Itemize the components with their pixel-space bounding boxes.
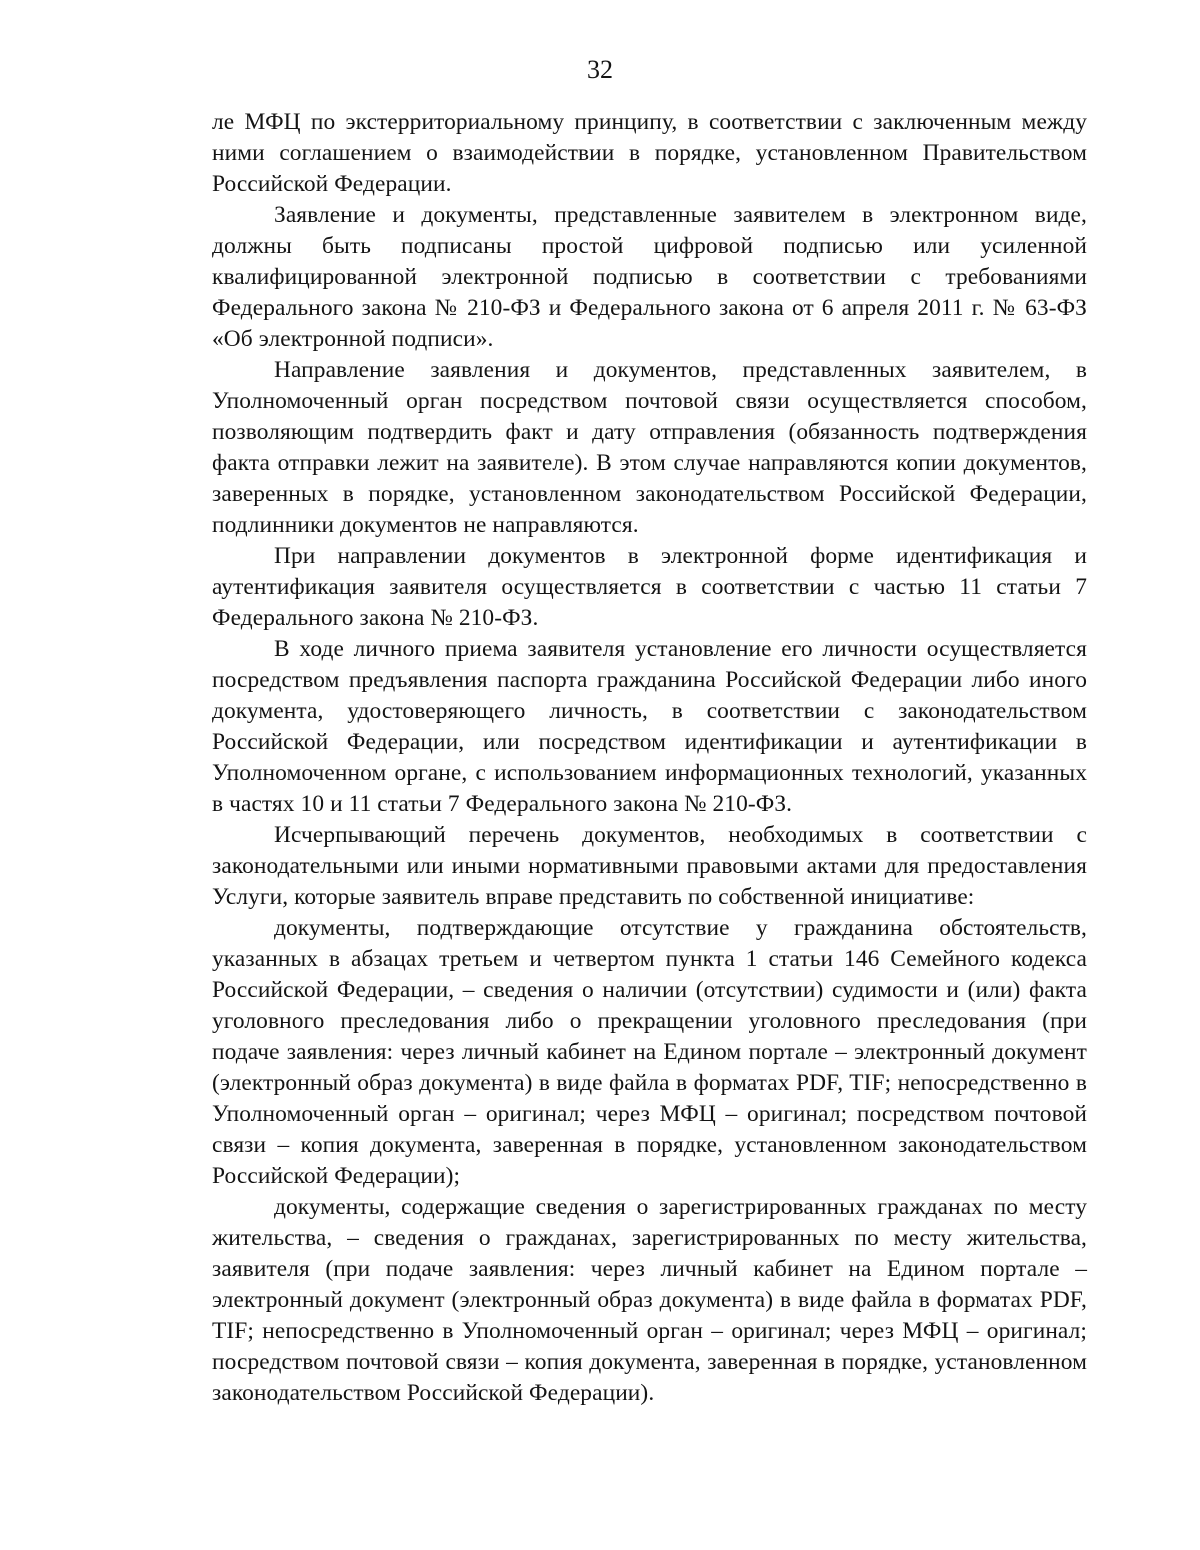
paragraph-registration-documents: документы, содержащие сведения о зарегистрированных гражданах по месту жительства, – сведения о гражданах, зарегистрированных по месту жительства, заявителя (при подаче заявления: через личный кабинет на Едином портале – электронный документ (электронный образ документа) в виде файла в форматах PDF, TIF; непосредственно в Уполномоченный орган – оригинал; через МФЦ – оригинал; посредством почтовой связи – копия документа, заверенная в порядке, установленном законодательством Российской Федерации). <box>212 1194 1087 1406</box>
document-body <box>212 107 1087 1409</box>
paragraph-postal-submission: Направление заявления и документов, представленных заявителем, в Уполномоченный орган посредством почтовой связи осуществляется способом, позволяющим подтвердить факт и дату отправления (обязанность подтверждения факта отправки лежит на заявителе). В этом случае направляются копии документов, заверенных в порядке, установленном законодательством Российской Федерации, подлинники документов не направляются. <box>212 357 1087 538</box>
page-number: 32 <box>587 55 613 84</box>
paragraph-electronic-signature: Заявление и документы, представленные заявителем в электронном виде, должны быть подписаны простой цифровой подписью или усиленной квалифицированной электронной подписью в соответствии с требованиями Федерального закона № 210-ФЗ и Федерального закона от 6 апреля 2011 г. № 63-ФЗ «Об электронной подписи». <box>212 202 1087 352</box>
paragraph-documents-list-intro: Исчерпывающий перечень документов, необходимых в соответствии с законодательными или иными нормативными правовыми актами для предоставления Услуги, которые заявитель вправе представить по собственной инициативе: <box>212 822 1087 910</box>
paragraph-electronic-identification: При направлении документов в электронной форме идентификация и аутентификация заявителя осуществляется в соответствии с частью 11 статьи 7 Федерального закона № 210-ФЗ. <box>212 543 1087 631</box>
paragraph-continuation: ле МФЦ по экстерриториальному принципу, в соответствии с заключенным между ними соглашением о взаимодействии в порядке, установленном Правительством Российской Федерации. <box>212 109 1087 197</box>
paragraph-criminal-record-documents: документы, подтверждающие отсутствие у гражданина обстоятельств, указанных в абзацах третьем и четвертом пункта 1 статьи 146 Семейного кодекса Российской Федерации, – сведения о наличии (отсутствии) судимости и (или) факта уголовного преследования либо о прекращении уголовного преследования (при подаче заявления: через личный кабинет на Едином портале – электронный документ (электронный образ документа) в виде файла в форматах PDF, TIF; непосредственно в Уполномоченный орган – оригинал; через МФЦ – оригинал; посредством почтовой связи – копия документа, заверенная в порядке, установленном законодательством Российской Федерации); <box>212 915 1087 1189</box>
paragraph-personal-reception: В ходе личного приема заявителя установление его личности осуществляется посредством предъявления паспорта гражданина Российской Федерации либо иного документа, удостоверяющего личность, в соответствии с законодательством Российской Федерации, или посредством идентификации и аутентификации в Уполномоченном органе, с использованием информационных технологий, указанных в частях 10 и 11 статьи 7 Федерального закона № 210-ФЗ. <box>212 636 1087 817</box>
